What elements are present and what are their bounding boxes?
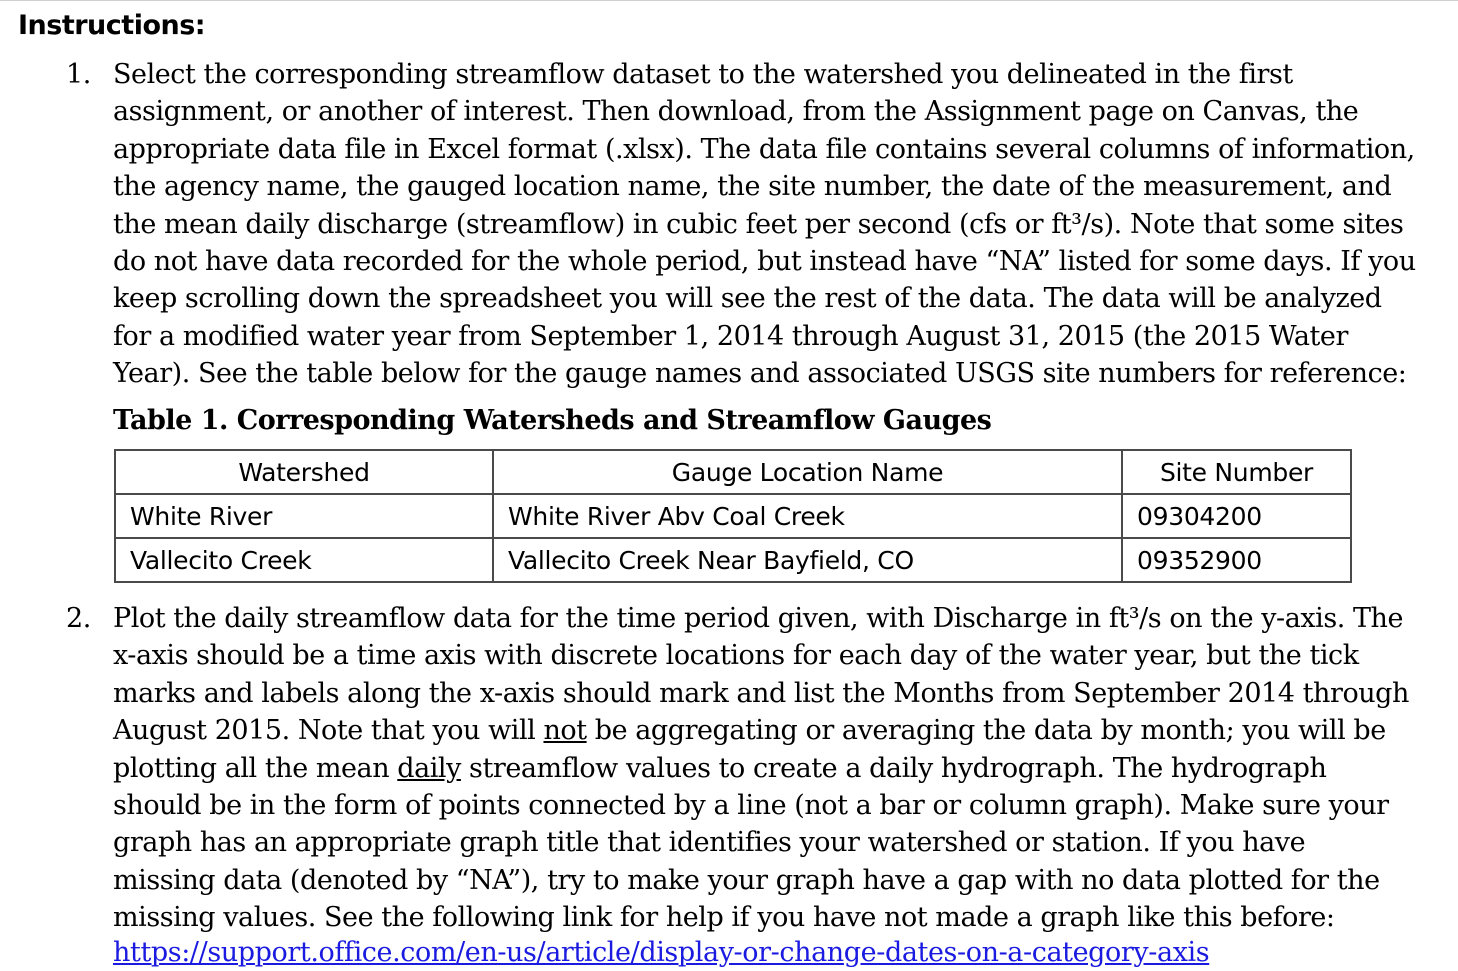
item-1-line: do not have data recorded for the whole period, but instead have “NA” listed for some days. If you [113,246,1416,278]
item-2-line: graph has an appropriate graph title that identifies your watershed or station. If you have [113,827,1306,859]
item-1-line: the agency name, the gauged location name, the site number, the date of the measurement, and [113,171,1392,203]
underlined-word: not [543,715,587,747]
item-2-line: should be in the form of points connected by a line (not a bar or column graph). Make sure your [113,790,1389,822]
item-2-line [113,750,1409,787]
table-cell: 09304200 [1122,494,1351,538]
item-2-paragraph [113,600,1409,937]
item-2-text: August 2015. Note that you will [113,715,544,747]
item-2-line: x-axis should be a time axis with discrete locations for each day of the water year, but the tick [113,640,1359,672]
table-header-cell: Site Number [1122,450,1351,494]
item-1-line: Select the corresponding streamflow dataset to the watershed you delineated in the first [113,59,1293,90]
table-cell: Vallecito Creek Near Bayfield, CO [493,538,1122,582]
table-cell: 09352900 [1122,538,1351,582]
item-1-line: the mean daily discharge (streamflow) in cubic feet per second (cfs or ft³/s). Note that some sites [113,208,1404,240]
table-cell: White River [115,494,493,538]
item-2-line: marks and labels along the x-axis should mark and list the Months from September 2014 through [113,677,1409,709]
item-2-text: be aggregating or averaging the data by month; you will be [586,715,1386,747]
item-1-line: assignment, or another of interest. Then download, from the Assignment page on Canvas, the [113,96,1359,128]
item-2-line: missing data (denoted by “NA”), try to make your graph have a gap with no data plotted for the [113,864,1380,896]
item-2-number: 2. [66,603,91,634]
gauges-table [114,449,1352,583]
table-row [115,538,1351,582]
table-caption: Table 1. Corresponding Watersheds and Streamflow Gauges [113,405,992,436]
top-border [0,0,1458,1]
table-header-cell: Watershed [115,450,493,494]
item-2-line: missing values. See the following link for help if you have not made a graph like this before: [113,902,1335,934]
underlined-word: daily [397,752,461,784]
item-2-text: plotting all the mean [113,752,398,784]
table-row [115,494,1351,538]
item-1-number: 1. [66,59,91,90]
table-cell: White River Abv Coal Creek [493,494,1122,538]
item-1-line: for a modified water year from September 1, 2014 through August 31, 2015 (the 2015 Water [113,320,1348,352]
instructions-heading: Instructions: [18,10,206,41]
help-link[interactable]: https://support.office.com/en-us/article/display-or-change-dates-on-a-category-axis [113,937,1210,968]
item-2-line: Plot the daily streamflow data for the time period given, with Discharge in ft³/s on the y-axis. The [113,603,1404,634]
table-header-cell: Gauge Location Name [493,450,1122,494]
table-cell: Vallecito Creek [115,538,493,582]
item-1-line: appropriate data file in Excel format (.xlsx). The data file contains several columns of information, [113,133,1415,165]
item-1-paragraph [113,56,1416,393]
item-2-text: streamflow values to create a daily hydrograph. The hydrograph [460,752,1327,784]
item-1-line: Year). See the table below for the gauge names and associated USGS site numbers for reference: [113,358,1407,390]
item-1-line: keep scrolling down the spreadsheet you will see the rest of the data. The data will be analyzed [113,283,1382,315]
item-2-line [113,712,1409,749]
table-header-row [115,450,1351,494]
